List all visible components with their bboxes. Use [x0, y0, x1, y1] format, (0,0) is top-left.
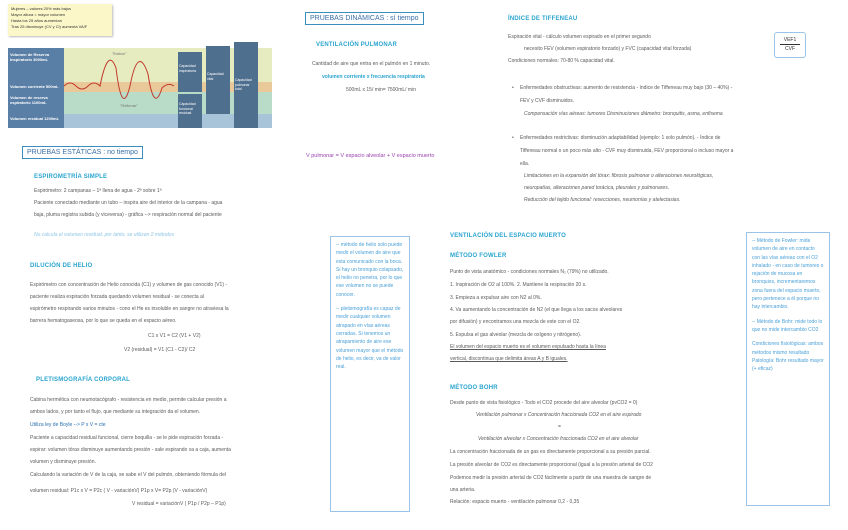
tiffeneau-heading: ÍNDICE DE TIFFENEAU	[508, 16, 578, 22]
fowler-line: 1. Inspiración de O2 al 100%. 2. Mantiene la respiración 20 s.	[450, 282, 587, 288]
side-note-para: -- método de helio solo puede medir el volumen de aire que esta comunicado con la boca. Si hay un bronquio colapsado, el helio no penetra, por lo que ese volumen no se puede conocer.	[336, 242, 404, 298]
pletismografia-line: volumen residual: P1c x V = P2c ( V - variaciónV) P1p x V= P2p (V - variaciónV)	[30, 488, 208, 494]
side-note-helio-pletismografia	[330, 236, 410, 512]
helio-heading: DILUCIÓN DE HELIO	[30, 263, 93, 269]
ventilacion-formula: V pulmonar = V espacio alveolar + V espacio muerto	[306, 153, 435, 159]
helio-formula: C1 x V1 = C2 (V1 + V2)	[148, 333, 201, 339]
espirometria-line: Paciente conectado mediante un tubo – inspira aire del interior de la campana - agua	[34, 200, 223, 206]
fowler-line: por difusión) y encontramos una mezcla de este con el O2.	[450, 319, 581, 325]
side-note-para: Patología: Bohr resultado mayor (+ eficaz)	[752, 357, 824, 373]
pletismografia-formula: V residual = variaciónV ( P1p / P2p – P1p)	[132, 501, 226, 507]
diagram-row-label: Volumen residual 1200mL	[10, 116, 60, 121]
pletismografia-line: Calculando la variación de V de la caja, se sabe el V del pulmón, obteniendo fórmula del	[30, 472, 226, 478]
helio-line: paciente realiza espiración forzada quedando volumen residual - se conecta al	[30, 294, 204, 300]
lung-volumes-diagram	[8, 38, 272, 132]
fowler-line: Punto de vista anatómico - condiciones normales N₂ (79%) no utilizado.	[450, 269, 609, 275]
espirometria-note: No calcula el volumen residual, por tanto, se utilizan 2 métodos	[34, 232, 175, 238]
note-line: Hasta los 25 años aumentan	[11, 18, 62, 23]
restrictivas-line: Reducción del tejido funcional: resecciones, neumonías y atelectasias.	[524, 197, 681, 203]
helio-line: espirómetro respirando varios minutos - cono el He es insoluble en sangre no atraviesa la	[30, 306, 229, 312]
bohr-line: Desde punto de vista fisiológico - Todo el CO2 procede del aire alveolar (pvCO2 = 0)	[450, 400, 638, 406]
obstructivas-line: Enfermedades obstructivas: aumento de resistencia - índice de Tiffeneau muy bajo (30 – 40%) -	[520, 85, 733, 91]
ventilacion-pulmonar-heading: VENTILACIÓN PULMONAR	[316, 42, 397, 48]
ventilacion-line: Cantidad de aire que entra en el pulmón en 1 minuto.	[312, 61, 431, 67]
pletismografia-boyle: Utiliza ley de Boyle --> P x V = cte	[30, 422, 106, 428]
obstructivas-line: FEV y CVF disminuidos.	[520, 98, 575, 104]
fraction-icon	[774, 32, 806, 58]
pletismografia-line: Cabina hermética con neumotacógrafo - resistencia en medio, permite calcular presión a	[30, 397, 227, 403]
bullet: •	[512, 135, 514, 141]
helio-line: barrera hematogaseosa, por lo que se queda en el espacio aéreo.	[30, 318, 177, 324]
helio-line: Espirómetro con concentración de Helio conocida (C1) y volumen de gas conocido (V1) -	[30, 282, 228, 288]
diagram-annot: "Estirar"	[112, 51, 127, 56]
ventilacion-line: 500mL x 15/ min= 7500mL/ min	[346, 87, 416, 93]
fowler-line: 5. Expulsa el gas alveolar (mezcla de oxígeno y nitrógeno).	[450, 332, 582, 338]
note-line: Tras 25 disminuye (CV y Cl) aumenta VA/F	[11, 24, 88, 29]
restrictivas-line: neuropatías, alteraciones pared torácica, pleurales y pulmonares.	[524, 185, 670, 191]
diagram-row-label: Volumen corriente 500mL	[10, 84, 59, 89]
pletismografia-heading: PLETISMOGRAFÍA CORPORAL	[36, 377, 131, 383]
fraction-numerator: VEF1	[780, 36, 800, 45]
tiffeneau-line: necesito FEV (volumen espiratorio forzado) y FVC (capacidad vital forzada)	[524, 46, 692, 52]
fowler-heading: MÉTODO FOWLER	[450, 253, 507, 259]
pletismografia-line: Paciente a capacidad residual funcional, cierre boquilla - se le pide espiración forzada -	[30, 435, 224, 441]
tiffeneau-line: Condiciones normales: 70-80 % capacidad vital.	[508, 58, 615, 64]
bohr-line: Relación: espacio muerto - ventilación pulmonar 0,2 - 0,35	[450, 499, 580, 505]
pletismografia-line: volumen y disminuye presión.	[30, 459, 96, 465]
pletismografia-line: espirar: volumen tórax disminuye aumentando presión - sale espirando va a caja, aumenta	[30, 447, 231, 453]
espacio-muerto-heading: VENTILACIÓN DEL ESPACIO MUERTO	[450, 233, 567, 239]
fowler-line: vertical, discontinua que delimita áreas A y B iguales.	[450, 356, 568, 362]
diagram-annot: "Rellenar"	[120, 103, 138, 108]
diagram-col-label: Capacidad pulmonar total	[235, 78, 252, 91]
espirometria-heading: ESPIROMETRÍA SIMPLE	[34, 174, 108, 180]
estaticas-title: PRUEBAS ESTÁTICAS : no tiempo	[22, 146, 143, 159]
bohr-line: La concentración fraccionada de un gas es directamente proporcional a su presión parcial.	[450, 449, 651, 455]
side-note-para: -- Método de Fowler: mide volumen de aire en contacto con las vías aéreas con el O2 inhalado - en caso de tumores o rejación de mucosa en bronquios, incrementaremos zona fuera del espacio muerto, pero pertenece a él porque no hay intercambio.	[752, 238, 824, 311]
obstructivas-line: Compensación vías aéreas: tumores Disminuciones diámetro: bronquitis, asma, enfisema	[524, 111, 723, 117]
restrictivas-line: Limitaciones en la expansión del tórax: fibrosis pulmonar o alteraciones neurológicas,	[524, 173, 714, 179]
diagram-col-label: Capacidad inspiratoria	[179, 64, 197, 73]
diagram-row-label: Volumen de reserva espiratorio 1100mL	[10, 95, 48, 105]
helio-formula: V2 (residual) = V1 (C1 - C2)/ C2	[124, 347, 196, 353]
bohr-line: =	[558, 424, 561, 430]
diagram-col-label: Capacidad funcional residual	[179, 102, 196, 115]
bohr-line: Ventilación alveolar x Concentración fraccionada CO2 en el aire alveolar	[478, 436, 639, 442]
ventilacion-line: volumen corriente x frecuencia respiratoria	[322, 74, 425, 80]
tiffeneau-line: Espiración vital - cálculo volumen espirado en el primer segundo	[508, 34, 651, 40]
fowler-line: El volumen del espacio muerto es el volumen expulsado hasta la línea	[450, 344, 606, 350]
restrictivas-line: Enfermedades restrictivas: disminución adaptabilidad (ejemplo: 1 solo pulmón). - Índice de	[520, 135, 721, 141]
bohr-line: Podemos medir la presión arterial de CO2 fácilmente a partir de una muestra de sangre de	[450, 475, 652, 481]
note-line: Mayor altura = mayor volumen	[11, 12, 66, 17]
fowler-line: 4. Va aumentando la concentración de N2 (el que llega a los sacos alveolares	[450, 307, 623, 313]
fraction-denominator: CVF	[785, 46, 795, 52]
bohr-line: La presión alveolar de CO2 es directamente proporcional (igual a la presión arterial de CO2	[450, 462, 653, 468]
bohr-line: una arteria.	[450, 487, 476, 493]
restrictivas-line: ella.	[520, 161, 530, 167]
side-note-para: Condiciones fisiológicas: ambos métodos mismo resultado	[752, 341, 824, 356]
dinamicas-title: PRUEBAS DINÁMICAS : sí tiempo	[305, 12, 424, 25]
bohr-heading: MÉTODO BOHR	[450, 385, 498, 391]
side-note-para: -- Método de Bohr: mide todo lo que no mide intercambio CO2	[752, 318, 823, 333]
espirometria-line: baja, pluma registra subida (y viceversa) - gráfica --> respiración normal del paciente	[34, 212, 222, 218]
note-line: Mujeres – valores 20% más bajos	[11, 6, 72, 11]
side-note-para: -- pletismografía es capaz de medir cualquier volumen atrapado en vías aéreas cerradas. Si tenemos un atrapamiento de aire ese volumen mayor que el método de helio, es decir, va de valor real.	[336, 306, 404, 371]
espirometria-line: Espirómetro: 2 campanas – 1ª llena de agua - 2ª sobre 1ª	[34, 188, 162, 194]
fowler-line: 3. Empieza a expulsar aire con N2 al 0%.	[450, 295, 542, 301]
pletismografia-line: ambos lados, y por tanto el flujo, que mediante su integración da el volumen.	[30, 409, 201, 415]
restrictivas-line: Tiffeneau normal o un poco más alto - CVF muy disminuida, FEV proporcional o incluso mayor a	[520, 148, 734, 154]
diagram-row-label: Volumen de Reserva Inspiratorio 3000mL	[10, 52, 50, 62]
bohr-line: Ventilación pulmonar x Concentración fraccionada CO2 en el aire espirado	[476, 412, 642, 418]
side-note-fowler-bohr	[746, 232, 830, 506]
breathing-wave	[64, 38, 178, 132]
bullet: •	[512, 85, 514, 91]
diagram-col-label: Capacidad vital	[207, 72, 224, 81]
sticky-note	[8, 4, 112, 36]
